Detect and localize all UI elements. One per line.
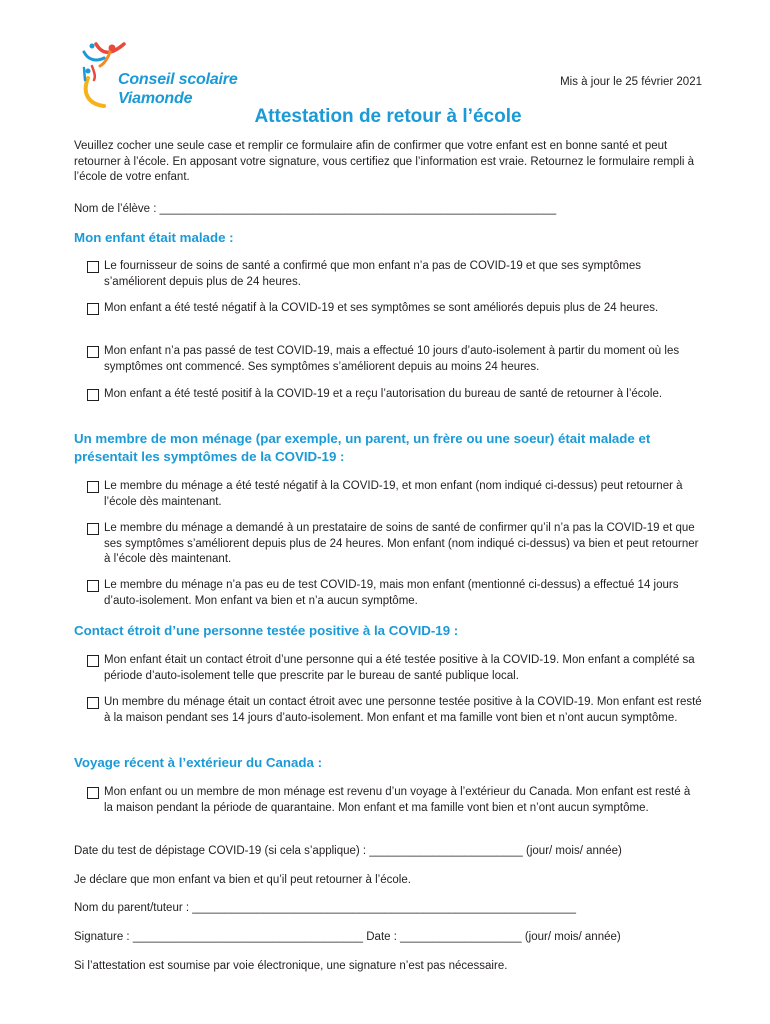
option-contact-2[interactable]	[87, 695, 702, 726]
option-label: Le fournisseur de soins de santé a confirmé que mon enfant n’a pas de COVID-19 et que ses symptômes s’améliorent depuis plus de 24 heures.	[104, 260, 641, 288]
option-contact-1[interactable]	[87, 653, 702, 684]
signature-date-field[interactable]: Signature : ____________________________________ Date : ___________________ (jour/ mois/ année)	[74, 931, 621, 943]
logo-line-2: Viamonde	[118, 90, 193, 107]
viamonde-logo	[78, 38, 263, 113]
option-household-2[interactable]	[87, 521, 702, 568]
option-label: Le membre du ménage n’a pas eu de test COVID-19, mais mon enfant (mentionné ci-dessus) a effectué 14 jours d’auto-isolement. Mon enfant va bien et n’a aucun symptôme.	[104, 579, 679, 607]
option-label: Mon enfant était un contact étroit d’une personne qui a été testée positive à la COVID-19. Mon enfant a complété sa période d’auto-isolement telle que prescrite par le bureau de santé publique local.	[104, 654, 695, 682]
test-date-field[interactable]: Date du test de dépistage COVID-19 (si cela s’applique) : ________________________ (jour/ mois/ année)	[74, 845, 622, 857]
option-label: Mon enfant a été testé négatif à la COVID-19 et ses symptômes se sont améliorés depuis plus de 24 heures.	[104, 302, 659, 314]
option-label: Un membre du ménage était un contact étroit avec une personne testée positive à la COVID-19. Mon enfant est resté à la maison pendant ses 14 jours d’auto-isolement. Mon enfant et ma famille vont bien et n’ont aucun symptôme.	[104, 696, 702, 724]
option-label: Le membre du ménage a été testé négatif à la COVID-19, et mon enfant (nom indiqué ci-dessus) peut retourner à l’école dès maintenant.	[104, 480, 683, 508]
option-household-1[interactable]	[87, 479, 702, 510]
checkbox[interactable]	[87, 697, 99, 709]
option-household-3[interactable]	[87, 578, 702, 609]
checkbox[interactable]	[87, 261, 99, 273]
option-child-sick-2[interactable]	[87, 301, 702, 317]
updated-date: Mis à jour le 25 février 2021	[560, 76, 702, 88]
option-travel-1[interactable]	[87, 785, 702, 816]
checkbox[interactable]	[87, 787, 99, 799]
section-title-child-sick: Mon enfant était malade :	[74, 230, 234, 245]
section-title-household-sick: Un membre de mon ménage (par exemple, un parent, un frère ou une soeur) était malade et présentait les symptômes de la COVID-19 :	[74, 431, 651, 464]
intro-paragraph: Veuillez cocher une seule case et remplir ce formulaire afin de confirmer que votre enfant est en bonne santé et peut retourner à l’école. En apposant votre signature, vous certifiez que l’information est vraie. Retournez le formulaire rempli à l’école de votre enfant.	[74, 140, 695, 183]
option-label: Le membre du ménage a demandé à un prestataire de soins de santé de confirmer qu’il n’a pas la COVID-19 et que ses symptômes s’améliorent depuis plus de 24 heures. Mon enfant (nom indiqué ci-dessus) va bien et peut retourner à l’école dès maintenant.	[104, 522, 699, 565]
student-name-field[interactable]: Nom de l’élève : ______________________________________________________________	[74, 203, 557, 215]
option-child-sick-1[interactable]	[87, 259, 702, 290]
section-title-close-contact: Contact étroit d’une personne testée positive à la COVID-19 :	[74, 623, 459, 638]
checkbox[interactable]	[87, 580, 99, 592]
checkbox[interactable]	[87, 523, 99, 535]
option-label: Mon enfant n’a pas passé de test COVID-19, mais a effectué 10 jours d’auto-isolement à partir du moment où les symptômes ont commencé. Ses symptômes s’améliorent depuis au moins 24 heures.	[104, 345, 680, 373]
page-title-text: Attestation de retour à l’école	[254, 106, 522, 127]
page-title	[0, 106, 770, 128]
section-title-travel: Voyage récent à l’extérieur du Canada :	[74, 755, 323, 770]
logo-line-1: Conseil scolaire	[118, 71, 238, 88]
checkbox[interactable]	[87, 655, 99, 667]
option-child-sick-3[interactable]	[87, 344, 702, 375]
checkbox[interactable]	[87, 346, 99, 358]
parent-name-field[interactable]: Nom du parent/tuteur : ____________________________________________________________	[74, 902, 577, 914]
electronic-note: Si l’attestation est soumise par voie électronique, une signature n’est pas nécessaire.	[74, 960, 508, 972]
option-child-sick-4[interactable]	[87, 387, 702, 403]
option-label: Mon enfant a été testé positif à la COVID-19 et a reçu l’autorisation du bureau de santé de retourner à l’école.	[104, 388, 663, 400]
checkbox[interactable]	[87, 303, 99, 315]
checkbox[interactable]	[87, 389, 99, 401]
logo-wordmark	[118, 70, 238, 108]
declaration-text: Je déclare que mon enfant va bien et qu’il peut retourner à l’école.	[74, 874, 411, 886]
option-label: Mon enfant ou un membre de mon ménage est revenu d’un voyage à l’extérieur du Canada. Mon enfant est resté à la maison pendant la période de quarantaine. Mon enfant et ma famille vont bien et n’ont aucun symptôme.	[104, 786, 691, 814]
checkbox[interactable]	[87, 481, 99, 493]
